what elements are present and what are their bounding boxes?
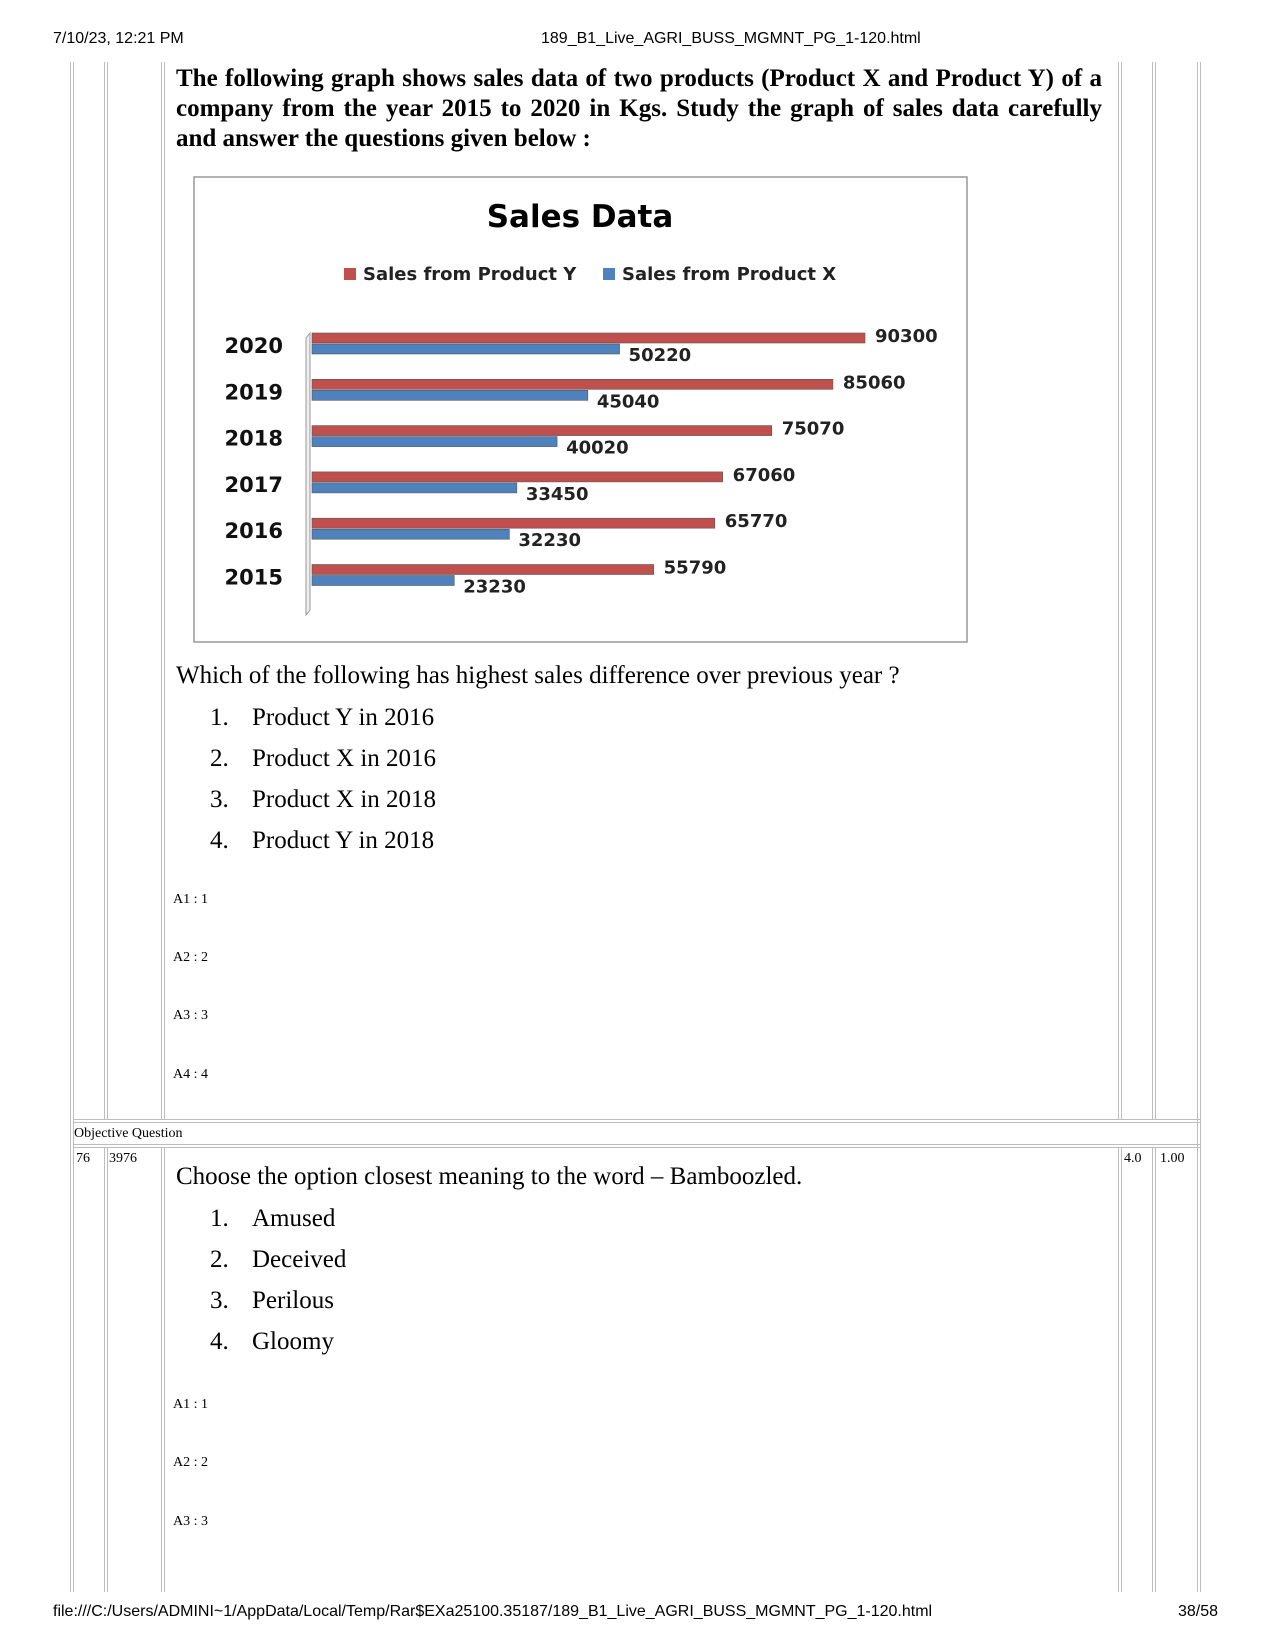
question-id-cell: 3976 [109, 1151, 137, 1166]
bar [312, 518, 715, 528]
legend-label-product-y: Sales from Product Y [363, 264, 577, 285]
data-label: 55790 [663, 557, 727, 579]
bar [312, 333, 865, 343]
category-label: 2016 [224, 519, 283, 544]
print-file-path: file:///C:/Users/ADMINI~1/AppData/Local/Temp/Rar$EXa25100.35187/189_B1_Live_AGRI_BUSS_MGMNT_PG_1-120.html [53, 1603, 933, 1620]
chart-axis-wall [306, 333, 310, 615]
marks-cell: 4.0 [1124, 1151, 1142, 1166]
data-label: 40020 [566, 437, 629, 459]
bar [312, 379, 833, 389]
data-label: 67060 [732, 464, 796, 486]
print-datetime: 7/10/23, 12:21 PM [53, 30, 184, 47]
question-intro-text: The following graph shows sales data of two products (Product X and Product Y) of a company from the year 2015 to 2020 in Kgs. Study the graph of sales data carefully and answer the questions given below : [176, 65, 1102, 152]
bar [312, 529, 509, 539]
answer-label: A4 : 4 [173, 1067, 208, 1082]
category-label: 2019 [224, 380, 283, 405]
options-list [210, 697, 436, 861]
option-item: 4. Gloomy [210, 1328, 334, 1355]
option-item: 2. Deceived [210, 1246, 347, 1273]
print-page-number: 38/58 [1178, 1603, 1219, 1620]
data-label: 90300 [875, 326, 938, 347]
option-item: 2. Product X in 2016 [210, 745, 437, 772]
answer-label: A1 : 1 [173, 1397, 208, 1412]
data-label: 33450 [525, 483, 589, 505]
legend-label-product-x: Sales from Product X [622, 264, 837, 285]
answer-label: A3 : 3 [173, 1008, 208, 1023]
section-label: Objective Question [74, 1126, 183, 1141]
bar [312, 426, 772, 436]
options-list [210, 1198, 346, 1362]
bar [312, 437, 557, 447]
data-label: 32230 [518, 530, 582, 552]
category-label: 2015 [224, 565, 283, 590]
bar [312, 576, 454, 586]
bar [312, 565, 654, 575]
serial-number-cell: 76 [76, 1151, 90, 1166]
answer-label: A2 : 2 [173, 950, 208, 965]
data-label: 23230 [463, 576, 526, 598]
option-item: 1. Amused [210, 1205, 336, 1232]
option-item: 4. Product Y in 2018 [210, 827, 435, 854]
bar [312, 483, 517, 493]
answer-label: A1 : 1 [173, 892, 208, 907]
category-label: 2018 [224, 426, 283, 451]
sales-data-chart [193, 176, 968, 643]
data-label: 45040 [596, 391, 660, 413]
question-text: Which of the following has highest sales difference over previous year ? [176, 662, 900, 689]
answer-label: A3 : 3 [173, 1514, 208, 1529]
data-label: 85060 [842, 372, 906, 394]
data-label: 50220 [628, 345, 692, 366]
data-label: 65770 [724, 511, 788, 533]
option-item: 1. Product Y in 2016 [210, 704, 435, 731]
bar [312, 472, 723, 482]
category-label: 2017 [224, 472, 283, 497]
print-doc-title: 189_B1_Live_AGRI_BUSS_MGMNT_PG_1-120.html [541, 30, 921, 47]
category-label: 2020 [224, 334, 283, 358]
data-label: 75070 [781, 418, 845, 440]
answer-label: A2 : 2 [173, 1455, 208, 1470]
chart-title: Sales Data [486, 199, 674, 235]
bar [312, 344, 620, 354]
legend-swatch-product-x [603, 268, 615, 280]
legend-swatch-product-y [344, 268, 356, 280]
bar [312, 390, 588, 400]
option-item: 3. Product X in 2018 [210, 786, 437, 813]
option-item: 3. Perilous [210, 1287, 334, 1314]
question-text: Choose the option closest meaning to the word – Bamboozled. [176, 1163, 803, 1190]
negative-marks-cell: 1.00 [1160, 1151, 1185, 1166]
